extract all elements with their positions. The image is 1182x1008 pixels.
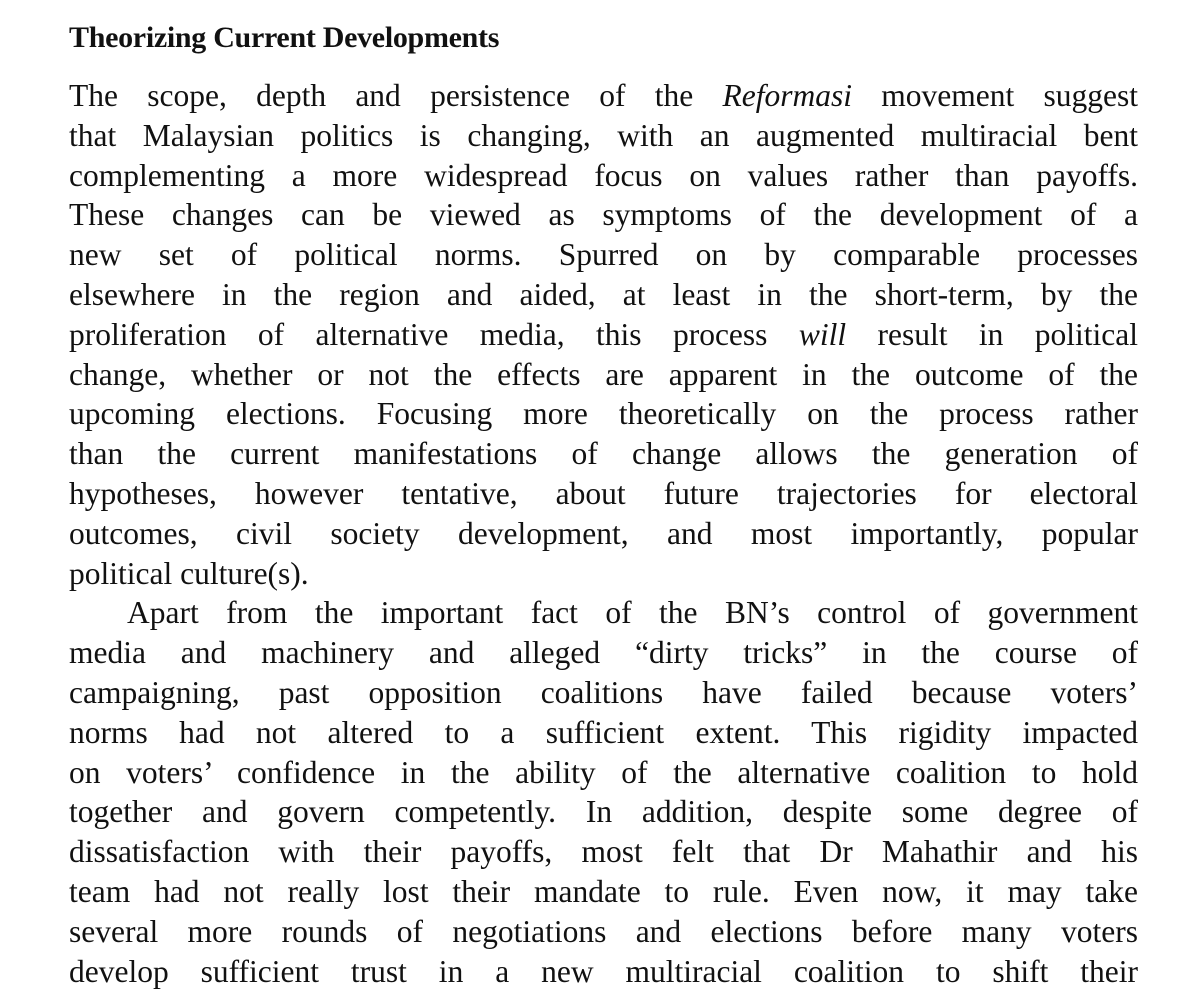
paragraph-2 [69, 593, 1138, 991]
text-line: dissatisfaction with their payoffs, most felt that Dr Mahathir and his [69, 834, 1138, 870]
text-line: that Malaysian politics is changing, with an augmented multiracial bent [69, 117, 1138, 153]
text-line: norms had not altered to a sufficient extent. This rigidity impacted [69, 714, 1138, 750]
italic-term: will [798, 316, 847, 352]
text-line: new set of political norms. Spurred on by comparable processes [69, 237, 1138, 273]
text-line: proliferation of alternative media, this process will result in political [69, 316, 1138, 352]
text-line: Apart from the important fact of the BN’s control of government [127, 595, 1138, 631]
text-line: outcomes, civil society development, and most importantly, popular [69, 515, 1138, 551]
text-line: together and govern competently. In addition, despite some degree of [69, 794, 1138, 830]
italic-term: Reformasi [722, 78, 853, 113]
text-line: than the current manifestations of change allows the generation of [69, 436, 1138, 472]
text-line: The scope, depth and persistence of the Reformasi movement suggest [69, 78, 1139, 113]
text-line: campaigning, past opposition coalitions have failed because voters’ [69, 674, 1138, 710]
paragraph-1 [69, 76, 1138, 593]
text-line: elsewhere in the region and aided, at least in the short-term, by the [69, 276, 1138, 312]
text-line: media and machinery and alleged “dirty tricks” in the course of [69, 635, 1138, 671]
text-line: hypotheses, however tentative, about future trajectories for electoral [69, 475, 1138, 511]
section-heading: Theorizing Current Developments [69, 21, 500, 54]
text-line: political culture(s). [69, 555, 309, 591]
text-line: These changes can be viewed as symptoms of the development of a [69, 197, 1138, 233]
text-line: change, whether or not the effects are apparent in the outcome of the [69, 356, 1138, 392]
text-line: several more rounds of negotiations and elections before many voters [69, 913, 1138, 949]
document-page [69, 18, 1138, 991]
text-line: team had not really lost their mandate to rule. Even now, it may take [69, 873, 1138, 909]
text-line: on voters’ confidence in the ability of the alternative coalition to hold [69, 754, 1138, 790]
text-line: develop sufficient trust in a new multiracial coalition to shift their [69, 953, 1138, 989]
text-line: complementing a more widespread focus on values rather than payoffs. [69, 157, 1138, 193]
text-line: upcoming elections. Focusing more theoretically on the process rather [69, 396, 1138, 432]
